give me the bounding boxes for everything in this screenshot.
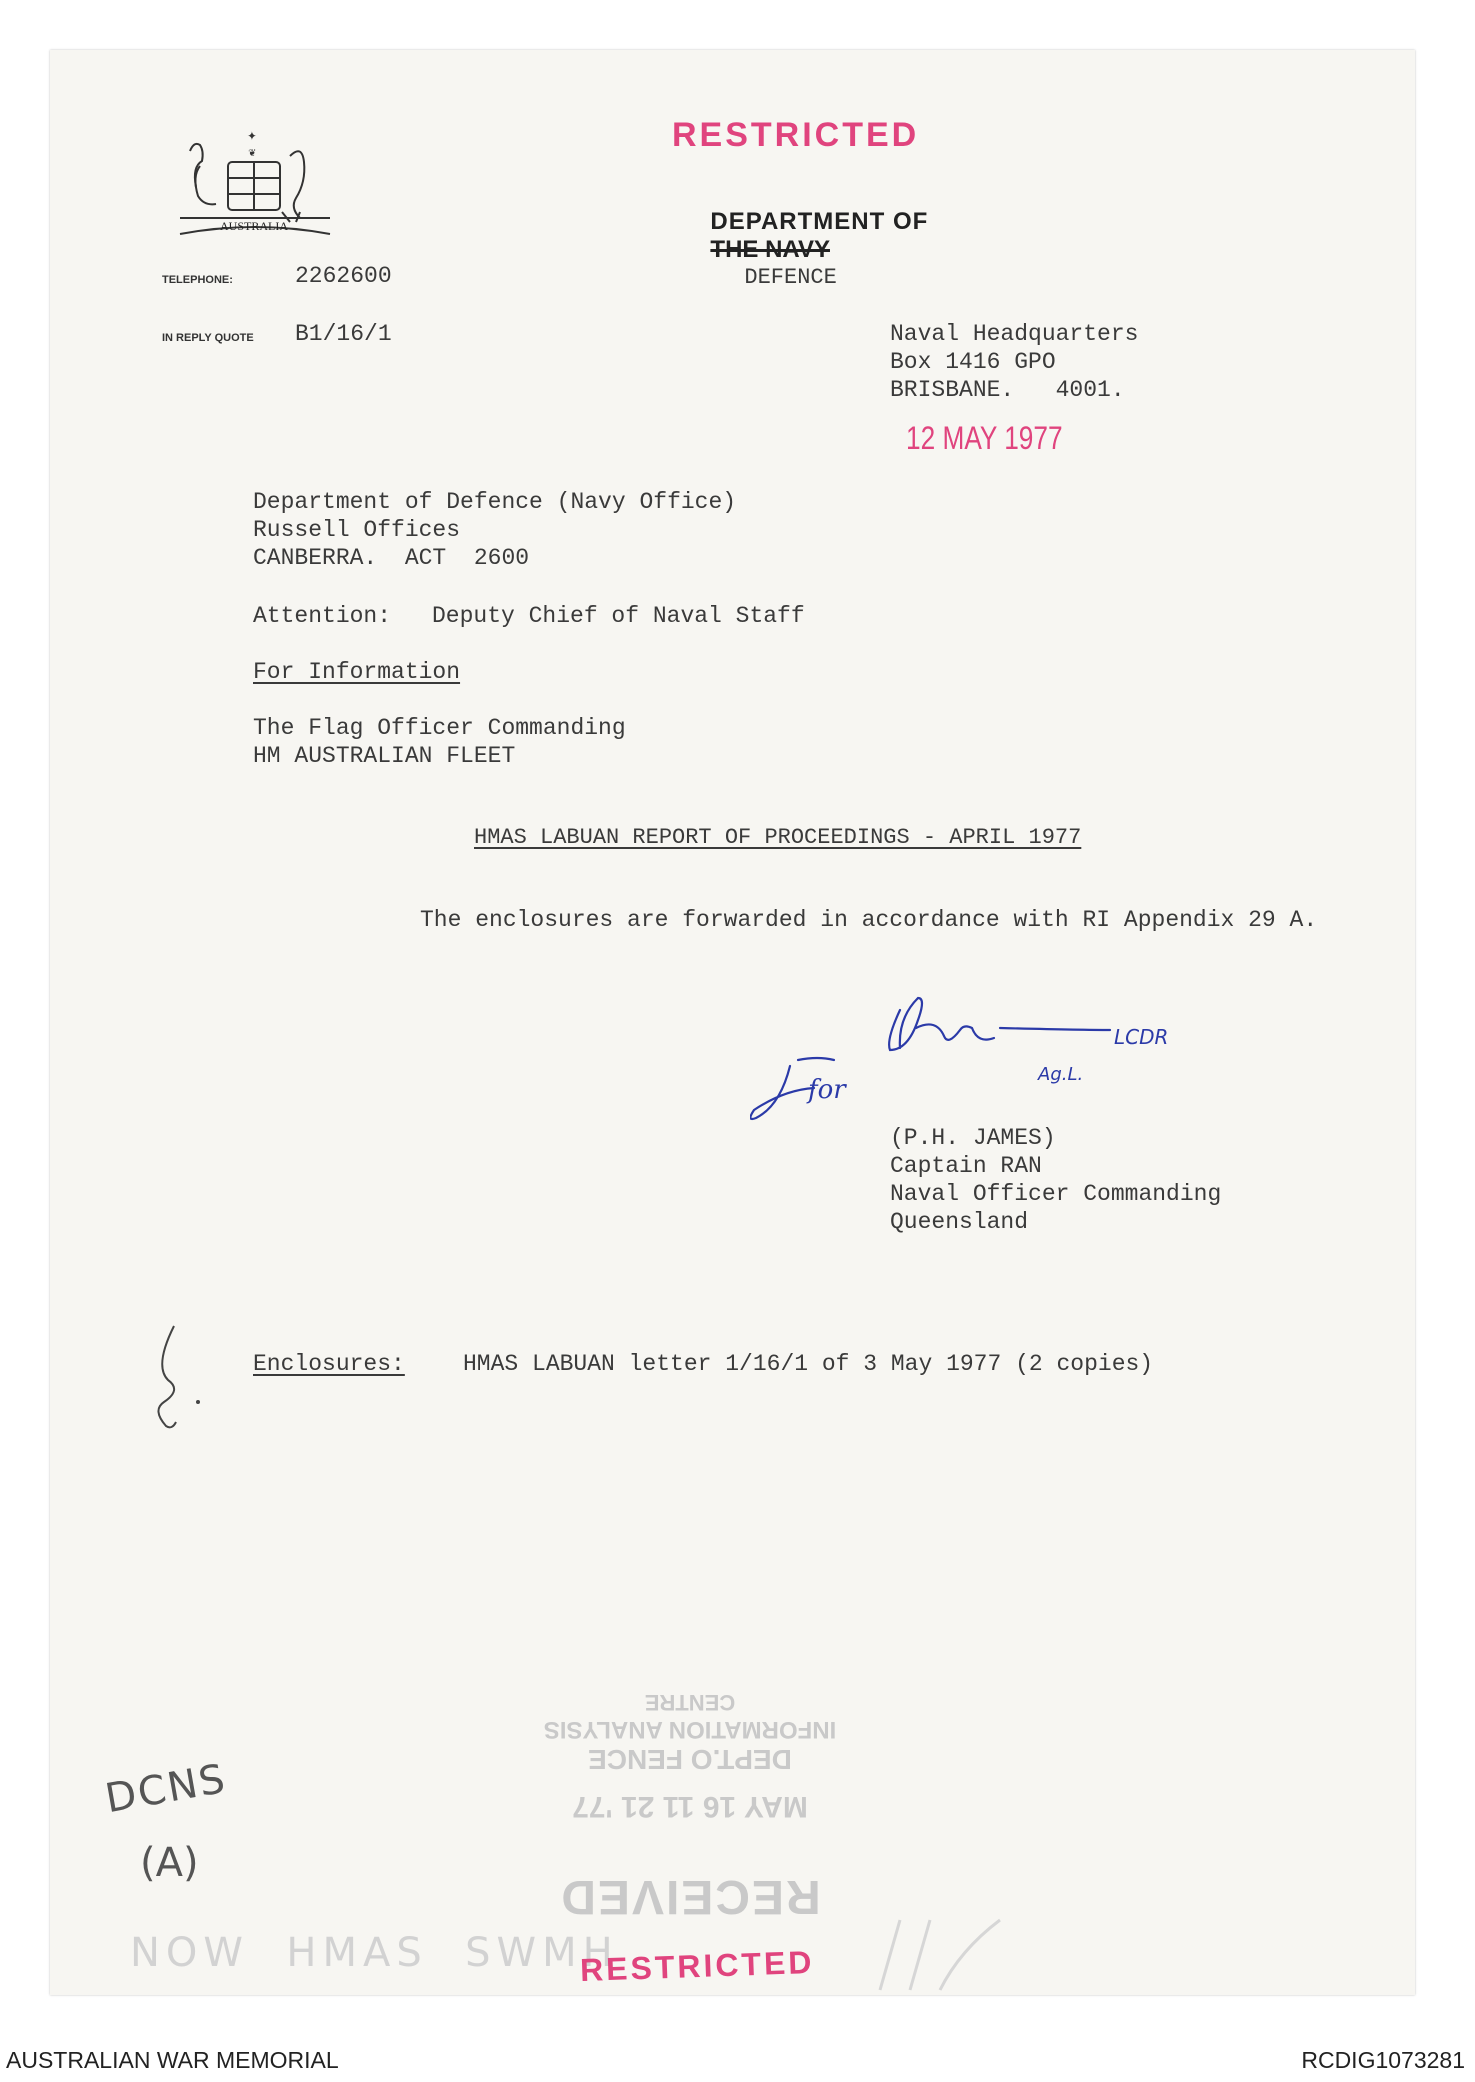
restricted-stamp-top: RESTRICTED [672, 116, 920, 154]
received-stamp-received: RECEIVED [559, 1870, 821, 1923]
show-through-slash-marks [870, 1910, 1030, 2000]
signatory-title: Naval Officer Commanding [890, 1181, 1222, 1207]
received-stamp-date: MAY 16 11 21 '77 [572, 1790, 808, 1823]
handwritten-rank: LCDR [1114, 1025, 1169, 1049]
handwritten-note: Ag.L. [1038, 1064, 1084, 1085]
received-stamp-info: INFORMATION ANALYSIS [543, 1716, 837, 1743]
sender-address-line1: Naval Headquarters [890, 321, 1139, 347]
coat-of-arms-icon [170, 126, 345, 246]
svg-text:✦: ✦ [247, 127, 257, 145]
department-typed: DEFENCE [744, 265, 837, 290]
sender-address-line3: BRISBANE. 4001. [890, 377, 1125, 403]
received-stamp-centre: CENTRE [644, 1690, 736, 1715]
recipient-line2: Russell Offices [253, 517, 461, 543]
enclosures-value: HMAS LABUAN letter 1/16/1 of 3 May 1977 (2 copies) [463, 1351, 1154, 1377]
department-heading [672, 190, 928, 310]
received-stamp [480, 1630, 900, 1930]
footer-record-id: RCDIG1073281 [1301, 2047, 1465, 2073]
received-stamp-dept: DEPT.O FENCE [588, 1744, 792, 1775]
sender-address-line2: Box 1416 GPO [890, 349, 1056, 375]
footer-archive-name: AUSTRALIAN WAR MEMORIAL [6, 2047, 339, 2073]
recipient-line3: CANBERRA. ACT 2600 [253, 545, 530, 571]
svg-text:❦: ❦ [248, 146, 256, 160]
handwritten-dcns-sub: (A) [140, 1840, 199, 1886]
for-information-line1: The Flag Officer Commanding [253, 715, 626, 741]
margin-initial-mark [148, 1322, 208, 1432]
attention-label: Attention: [253, 603, 392, 629]
handwritten-dcns: DCNS [101, 1755, 231, 1823]
signatory-rank: Captain RAN [890, 1153, 1042, 1179]
attention-value: Deputy Chief of Naval Staff [432, 603, 805, 629]
recipient-line1: Department of Defence (Navy Office) [253, 489, 737, 515]
for-information-line2: HM AUSTRALIAN FLEET [253, 743, 516, 769]
date-stamp: 12 MAY 1977 [906, 420, 1063, 456]
restricted-stamp-bottom: RESTRICTED [579, 1943, 815, 1989]
for-information-heading: For Information [253, 659, 461, 685]
reply-quote-label: IN REPLY QUOTE [162, 332, 254, 344]
enclosures-label: Enclosures: [253, 1351, 405, 1377]
body-text: The enclosures are forwarded in accordance with RI Appendix 29 A. [420, 907, 1318, 933]
telephone-label: TELEPHONE: [162, 274, 233, 286]
signatory-region: Queensland [890, 1209, 1029, 1235]
show-through-handwriting: NOW HMAS SWMH [130, 1930, 619, 1976]
letter-page [50, 50, 1415, 1995]
department-prefix: DEPARTMENT OF [710, 208, 929, 235]
coat-of-arms-label: AUSTRALIA [220, 219, 288, 233]
department-struck: THE NAVY [710, 236, 830, 263]
reply-quote-value: B1/16/1 [295, 321, 392, 347]
subject-line: HMAS LABUAN REPORT OF PROCEEDINGS - APRIL 1977 [474, 825, 1082, 850]
signatory-name: (P.H. JAMES) [890, 1125, 1056, 1151]
handwritten-for: for [808, 1075, 846, 1105]
telephone-value: 2262600 [295, 263, 392, 289]
